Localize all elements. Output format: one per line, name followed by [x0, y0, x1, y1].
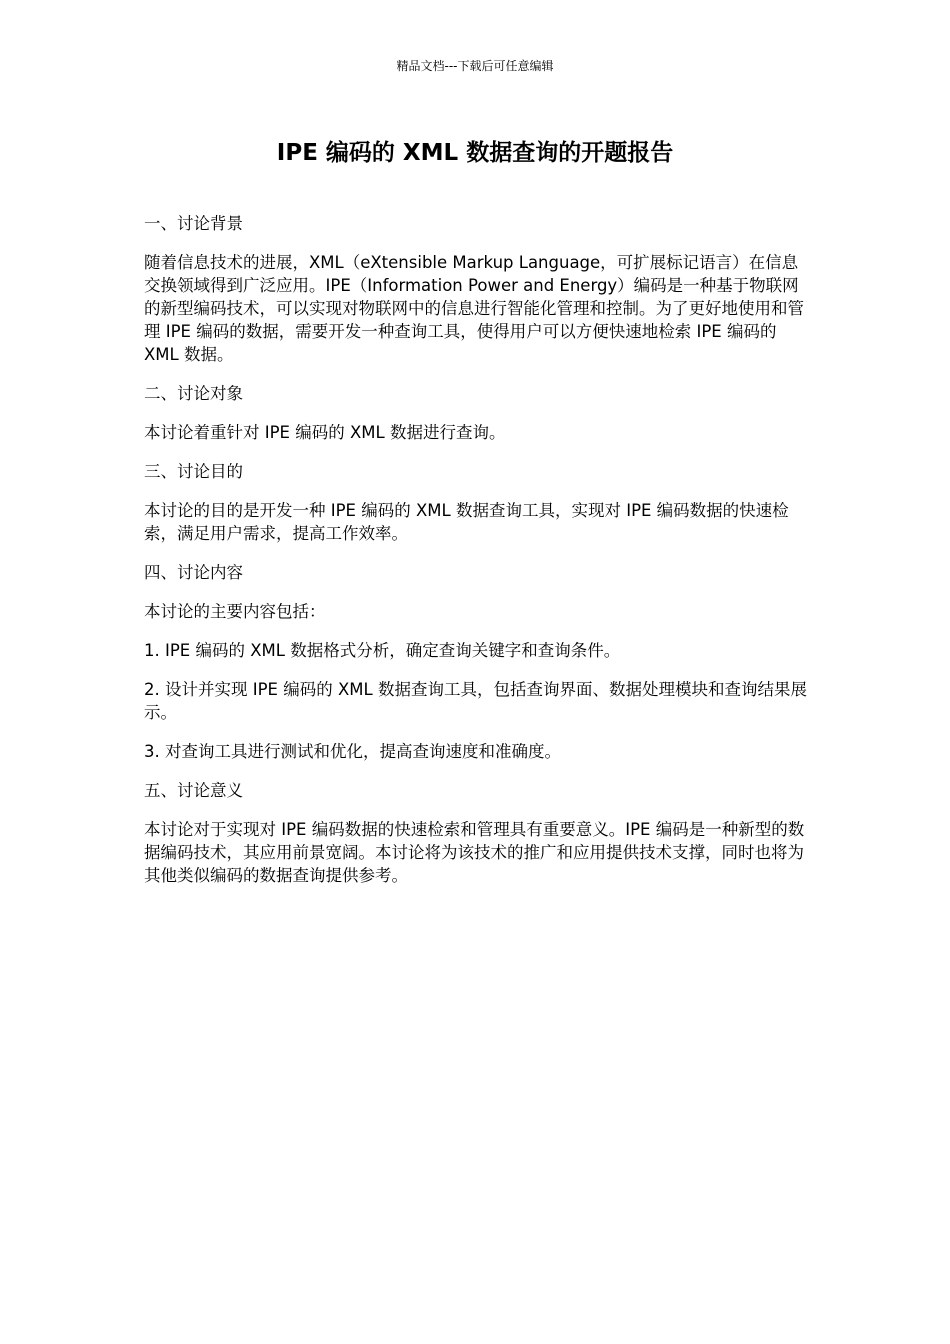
page-header: 精品文档---下载后可任意编辑 [396, 59, 554, 73]
paragraph: 本讨论的目的是开发一种 IPE 编码的 XML 数据查询工具，实现对 IPE 编码数据的快速检索，满足用户需求，提高工作效率。 [144, 501, 789, 543]
paragraph: 本讨论的主要内容包括： [144, 602, 326, 621]
paragraph: 本讨论对于实现对 IPE 编码数据的快速检索和管理具有重要意义。IPE 编码是一种新型的数据编码技术，其应用前景宽阔。本讨论将为该技术的推广和应用提供技术支撑，同时也将为其他类似编码的数据查询提供参考。 [144, 820, 805, 885]
paragraph: 本讨论着重针对 IPE 编码的 XML 数据进行查询。 [144, 423, 506, 442]
section-heading: 一、讨论背景 [144, 214, 243, 233]
section-heading: 四、讨论内容 [144, 563, 243, 582]
paragraph: 随着信息技术的进展，XML（eXtensible Markup Language，可扩展标记语言）在信息交换领域得到广泛应用。IPE（Information Power and Energy）编码是一种基于物联网的新型编码技术，可以实现对物联网中的信息进行智能化管理和控制。为了更好地使用和管理 IPE 编码的数据，需要开发一种查询工具，使得用户可以方便快速地检索 IPE 编码的 XML 数据。 [144, 253, 804, 364]
section-background [144, 212, 810, 366]
list-item: 1. IPE 编码的 XML 数据格式分析，确定查询关键字和查询条件。 [144, 641, 621, 660]
document-title: IPE 编码的 XML 数据查询的开题报告 [276, 140, 674, 166]
section-heading: 三、讨论目的 [144, 462, 243, 481]
section-content [144, 561, 810, 763]
section-significance [144, 779, 810, 887]
section-heading: 二、讨论对象 [144, 384, 243, 403]
document-body [144, 212, 810, 903]
list-item: 3. 对查询工具进行测试和优化，提高查询速度和准确度。 [144, 742, 561, 761]
section-purpose [144, 460, 810, 545]
list-item: 2. 设计并实现 IPE 编码的 XML 数据查询工具，包括查询界面、数据处理模块和查询结果展示。 [144, 680, 807, 722]
section-subject [144, 382, 810, 444]
section-heading: 五、讨论意义 [144, 781, 243, 800]
